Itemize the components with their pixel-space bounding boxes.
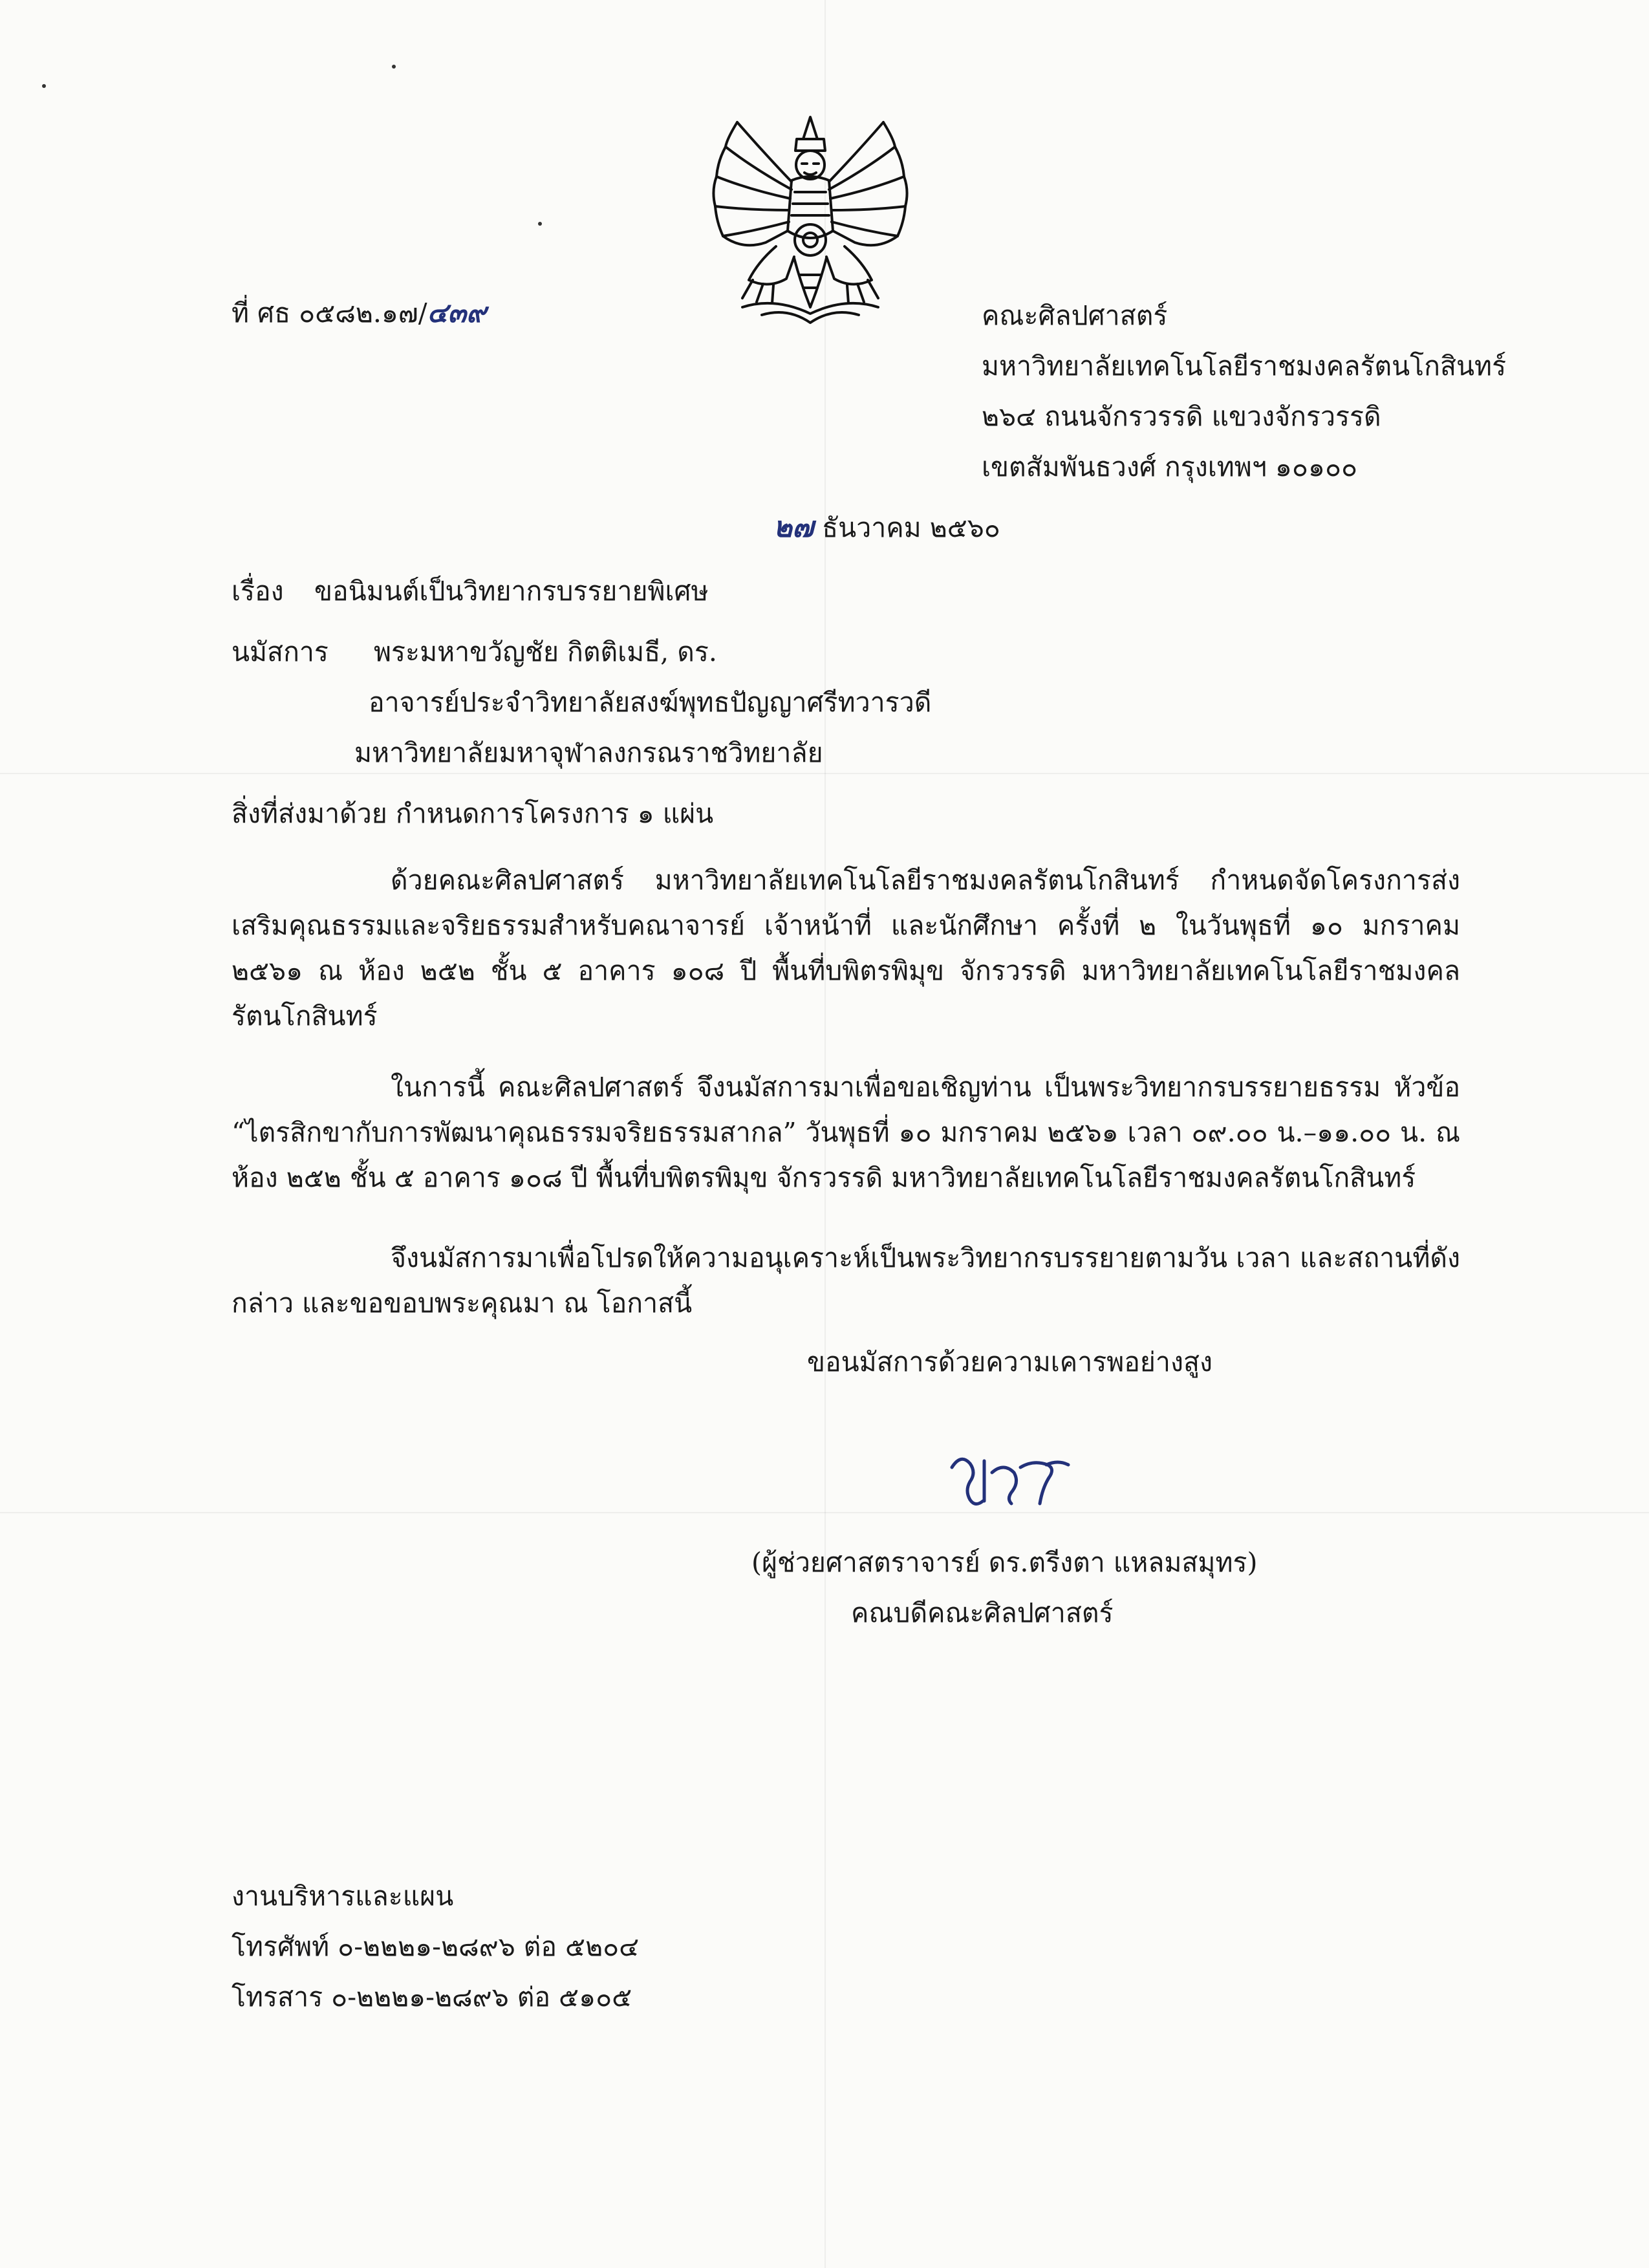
sender-address-line: เขตสัมพันธวงศ์ กรุงเทพฯ ๑๐๑๐๐ xyxy=(982,451,1358,482)
sender-address-line: คณะศิลปศาสตร์ xyxy=(982,300,1168,331)
salutation-label: นมัสการ xyxy=(232,636,329,667)
sender-address-line: มหาวิทยาลัยเทคโนโลยีราชมงคลรัตนโกสินทร์ xyxy=(982,351,1507,382)
paper-speck xyxy=(42,84,46,88)
recipient-name: พระมหาขวัญชัย กิตติเมธี, ดร. xyxy=(374,636,717,667)
date-day-handwritten: ๒๗ xyxy=(773,511,814,544)
footer-unit: งานบริหารและแผน xyxy=(232,1881,454,1912)
paper-fold-horizontal xyxy=(0,773,1649,774)
handwritten-signature xyxy=(944,1445,1080,1513)
letter-date xyxy=(773,511,1000,545)
closing-phrase: ขอนมัสการด้วยความเคารพอย่างสูง xyxy=(807,1346,1213,1377)
reference-prefix: ที่ ศธ ๐๕๘๒.๑๗/ xyxy=(232,297,427,329)
paper-speck xyxy=(538,222,542,226)
body-paragraph: ในการนี้ คณะศิลปศาสตร์ จึงนมัสการมาเพื่อขอเชิญท่าน เป็นพระวิทยากรบรรยายธรรม หัวข้อ “ไตรสิกขากับการพัฒนาคุณธรรมจริยธรรมสากล” วันพุธที่ ๑๐ มกราคม ๒๕๖๑ เวลา ๐๙.๐๐ น.–๑๑.๐๐ น. ณ ห้อง ๒๕๒ ชั้น ๕ อาคาร ๑๐๘ ปี พื้นที่บพิตรพิมุข จักรวรรดิ มหาวิทยาลัยเทคโนโลยีราชมงคลรัตนโกสินทร์ xyxy=(232,1072,1460,1193)
recipient-position: อาจารย์ประจำวิทยาลัยสงฆ์พุทธปัญญาศรีทวารวดี xyxy=(369,687,932,718)
garuda-emblem-icon xyxy=(704,113,917,330)
enclosure-line: สิ่งที่ส่งมาด้วย กำหนดการโครงการ ๑ แผ่น xyxy=(232,798,714,829)
reference-number-handwritten: ๔๓๙ xyxy=(427,297,486,329)
signatory-title: คณบดีคณะศิลปศาสตร์ xyxy=(851,1597,1114,1628)
sender-address-line: ๒๖๔ ถนนจักรวรรดิ แขวงจักรวรรดิ xyxy=(982,401,1381,432)
body-paragraph: จึงนมัสการมาเพื่อโปรดให้ความอนุเคราะห์เป็นพระวิทยากรบรรยายตามวัน เวลา และสถานที่ดังกล่าว และขอขอบพระคุณมา ณ โอกาสนี้ xyxy=(232,1242,1460,1319)
date-month-year: ธันวาคม ๒๕๖๐ xyxy=(822,512,1000,543)
paper-fold-horizontal xyxy=(0,1512,1649,1513)
subject-label: เรื่อง xyxy=(232,576,284,607)
signatory-name: (ผู้ช่วยศาสตราจารย์ ดร.ตรีงตา แหลมสมุทร) xyxy=(751,1547,1258,1578)
reference-number xyxy=(232,296,486,330)
recipient-institution: มหาวิทยาลัยมหาจุฬาลงกรณราชวิทยาลัย xyxy=(354,737,823,768)
footer-fax: โทรสาร ๐-๒๒๒๑-๒๘๙๖ ต่อ ๕๑๐๕ xyxy=(232,1982,632,2013)
paper-speck xyxy=(392,65,396,69)
subject-text: ขอนิมนต์เป็นวิทยากรบรรยายพิเศษ xyxy=(314,576,709,607)
body-paragraph: ด้วยคณะศิลปศาสตร์ มหาวิทยาลัยเทคโนโลยีราชมงคลรัตนโกสินทร์ กำหนดจัดโครงการส่งเสริมคุณธรรมและจริยธรรมสำหรับคณาจารย์ เจ้าหน้าที่ และนักศึกษา ครั้งที่ ๒ ในวันพุธที่ ๑๐ มกราคม ๒๕๖๑ ณ ห้อง ๒๕๒ ชั้น ๕ อาคาร ๑๐๘ ปี พื้นที่บพิตรพิมุข จักรวรรดิ มหาวิทยาลัยเทคโนโลยีราชมงคลรัตนโกสินทร์ xyxy=(232,865,1460,1031)
footer-phone: โทรศัพท์ ๐-๒๒๒๑-๒๘๙๖ ต่อ ๕๒๐๔ xyxy=(232,1931,640,1962)
